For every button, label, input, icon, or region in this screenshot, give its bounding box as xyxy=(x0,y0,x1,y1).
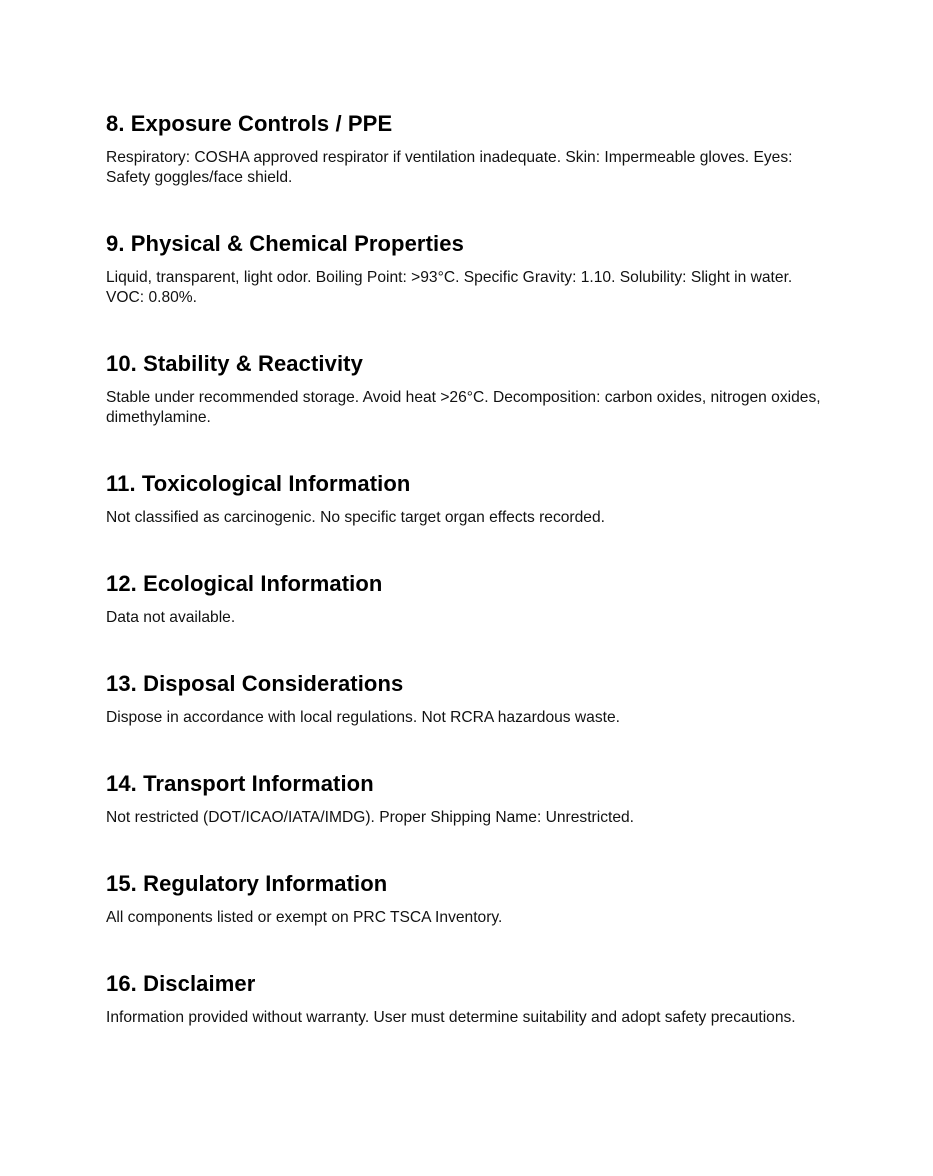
section-heading: 15. Regulatory Information xyxy=(106,871,388,896)
section-body: All components listed or exempt on PRC TSCA Inventory. xyxy=(106,909,503,926)
section-body: Dispose in accordance with local regulations. Not RCRA hazardous waste. xyxy=(106,709,620,726)
section-heading: 13. Disposal Considerations xyxy=(106,671,404,696)
section-disclaimer xyxy=(106,969,826,1028)
section-transport-information xyxy=(106,769,826,828)
section-ecological-information xyxy=(106,569,826,628)
section-body: Liquid, transparent, light odor. Boiling Point: >93°C. Specific Gravity: 1.10. Solubility: Slight in water. VOC: 0.80%. xyxy=(106,269,793,306)
section-body: Respiratory: COSHA approved respirator if ventilation inadequate. Skin: Impermeable gloves. Eyes: Safety goggles/face shield. xyxy=(106,149,793,186)
section-heading: 11. Toxicological Information xyxy=(106,471,411,496)
section-stability-reactivity xyxy=(106,349,826,428)
section-heading: 8. Exposure Controls / PPE xyxy=(106,111,393,136)
section-toxicological-information xyxy=(106,469,826,528)
section-heading: 9. Physical & Chemical Properties xyxy=(106,231,464,256)
section-body: Information provided without warranty. User must determine suitability and adopt safety precautions. xyxy=(106,1009,796,1026)
section-exposure-controls xyxy=(106,109,826,188)
section-regulatory-information xyxy=(106,869,826,928)
section-heading: 16. Disclaimer xyxy=(106,971,256,996)
document-page xyxy=(106,109,826,1069)
section-body: Not classified as carcinogenic. No specific target organ effects recorded. xyxy=(106,509,605,526)
section-physical-chemical-properties xyxy=(106,229,826,308)
section-disposal-considerations xyxy=(106,669,826,728)
section-body: Not restricted (DOT/ICAO/IATA/IMDG). Proper Shipping Name: Unrestricted. xyxy=(106,809,635,826)
section-heading: 14. Transport Information xyxy=(106,771,374,796)
section-body: Stable under recommended storage. Avoid heat >26°C. Decomposition: carbon oxides, nitrogen oxides, dimethylamine. xyxy=(106,389,821,426)
section-body: Data not available. xyxy=(106,609,236,626)
section-heading: 10. Stability & Reactivity xyxy=(106,351,363,376)
section-heading: 12. Ecological Information xyxy=(106,571,383,596)
